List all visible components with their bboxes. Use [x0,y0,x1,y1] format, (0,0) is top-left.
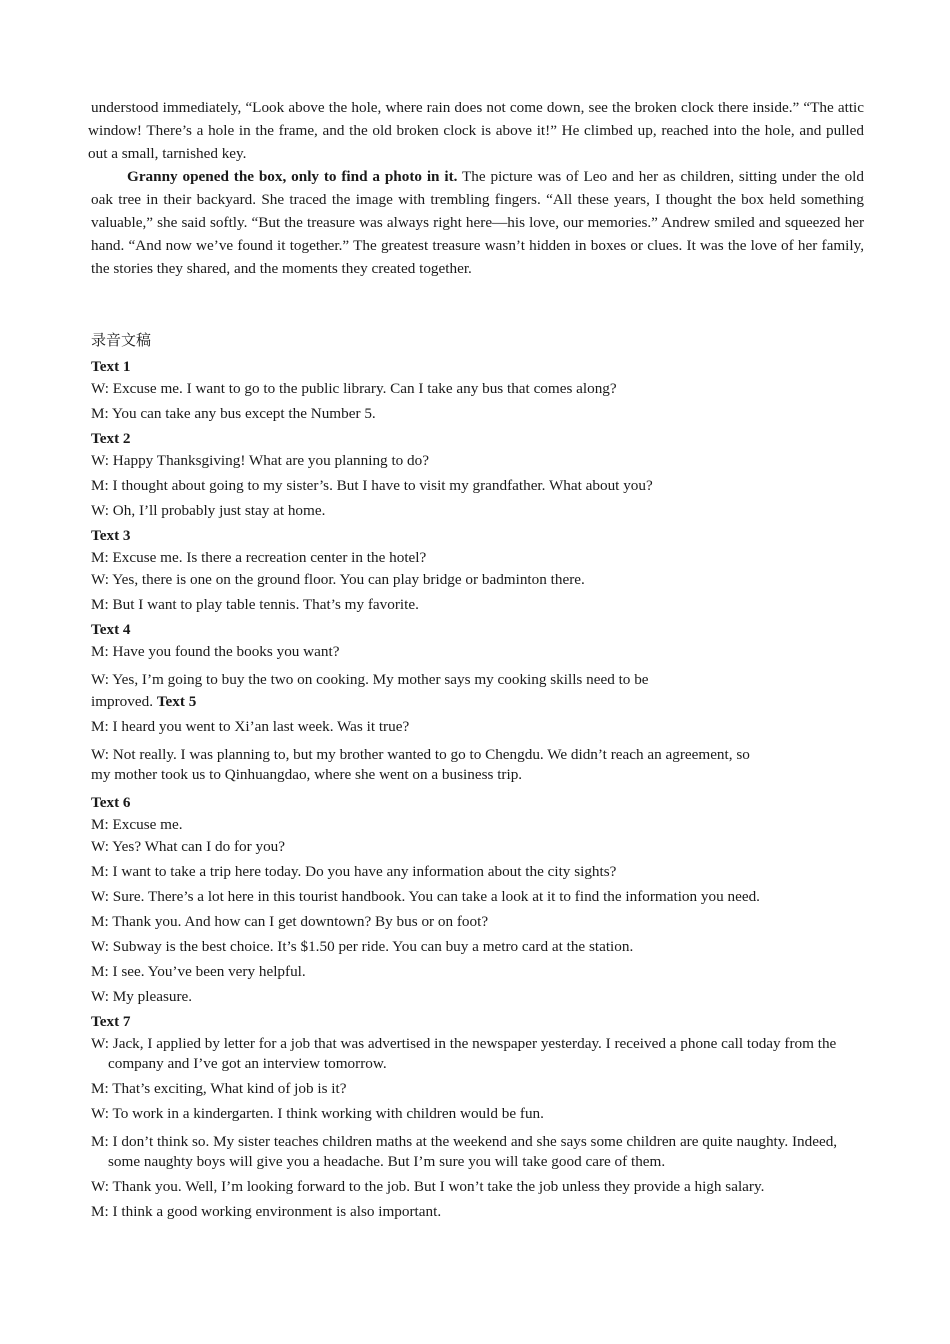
dialogue-line: M: Excuse me. [91,816,183,833]
story-paragraph-2-bold: Granny opened the box, only to find a photo in it. [127,168,458,185]
dialogue-line: M: Thank you. And how can I get downtown? By bus or on foot? [91,913,489,930]
text-7-title: Text 7 [91,1013,131,1030]
dialogue-line: W: My pleasure. [91,988,193,1005]
text-5-title: Text 5 [156,693,197,710]
transcript-heading: 录音文稿 [91,331,152,349]
dialogue-line: M: Excuse me. Is there a recreation center in the hotel? [91,549,427,566]
dialogue-line: W: Jack, I applied by letter for a job that was advertised in the newspaper yesterday. I received a phone call today from the company and I’ve got an interview tomorrow. [91,1035,837,1072]
transcript-section [91,328,851,1227]
dialogue-line-continued [91,692,851,712]
dialogue-line: M: Have you found the books you want? [91,643,340,660]
dialogue-line: M: I want to take a trip here today. Do you have any information about the city sights? [91,863,617,880]
dialogue-line: M: I thought about going to my sister’s. But I have to visit my grandfather. What about you? [91,477,653,494]
dialogue-line-continued: my mother took us to Qinhuangdao, where she went on a business trip. [91,766,523,783]
dialogue-line: M: I see. You’ve been very helpful. [91,963,306,980]
text-2-title: Text 2 [91,430,131,447]
text-6-title: Text 6 [91,794,131,811]
dialogue-line: W: To work in a kindergarten. I think working with children would be fun. [91,1105,544,1122]
dialogue-line: W: Subway is the best choice. It’s $1.50 per ride. You can buy a metro card at the station. [91,938,634,955]
dialogue-line: W: Yes? What can I do for you? [91,838,286,855]
text-4-title: Text 4 [91,621,131,638]
story-paragraph-2 [88,165,864,280]
story-paragraph-2-text: The picture was of Leo and her as children, sitting under the old oak tree in their backyard. She traced the image with trembling fingers. “All these years, I thought the box held something valuable,” she said softly. “But the treasure was always right here—his love, our memories.” Andrew smiled and squeezed her hand. “And now we’ve found it together.” The greatest treasure wasn’t hidden in boxes or clues. It was the love of her family, the stories they shared, and the moments they created together. [91,168,864,277]
story-paragraph-1: understood immediately, “Look above the hole, where rain does not come down, see the broken clock there inside.” “The attic window! There’s a hole in the frame, and the old broken clock is above it!” He climbed up, reached into the hole, and pulled out a small, tarnished key. [88,99,864,162]
dialogue-line: W: Yes, I’m going to buy the two on cooking. My mother says my cooking skills need to be [91,671,649,688]
dialogue-line: W: Sure. There’s a lot here in this tourist handbook. You can take a look at it to find the information you need. [91,888,760,905]
dialogue-line: W: Oh, I’ll probably just stay at home. [91,502,326,519]
dialogue-continuation: improved. [91,693,154,710]
dialogue-line: W: Yes, there is one on the ground floor. You can play bridge or badminton there. [91,571,585,588]
text-1-title: Text 1 [91,358,131,375]
dialogue-line: W: Excuse me. I want to go to the public library. Can I take any bus that comes along? [91,380,617,397]
dialogue-line: M: You can take any bus except the Number 5. [91,405,376,422]
dialogue-line: M: I heard you went to Xi’an last week. Was it true? [91,718,410,735]
dialogue-line: W: Thank you. Well, I’m looking forward to the job. But I won’t take the job unless they provide a high salary. [91,1178,765,1195]
dialogue-line: M: I don’t think so. My sister teaches children maths at the weekend and she says some children are quite naughty. Indeed, some naughty boys will give you a headache. But I’m sure you will take good care of them. [91,1133,838,1170]
dialogue-line: W: Not really. I was planning to, but my brother wanted to go to Chengdu. We didn’t reach an agreement, so [91,746,750,763]
dialogue-line: M: I think a good working environment is also important. [91,1203,442,1220]
story-section [88,96,864,280]
text-3-title: Text 3 [91,527,131,544]
dialogue-line: M: But I want to play table tennis. That’s my favorite. [91,596,419,613]
dialogue-line: M: That’s exciting, What kind of job is it? [91,1080,347,1097]
dialogue-line: W: Happy Thanksgiving! What are you planning to do? [91,452,429,469]
